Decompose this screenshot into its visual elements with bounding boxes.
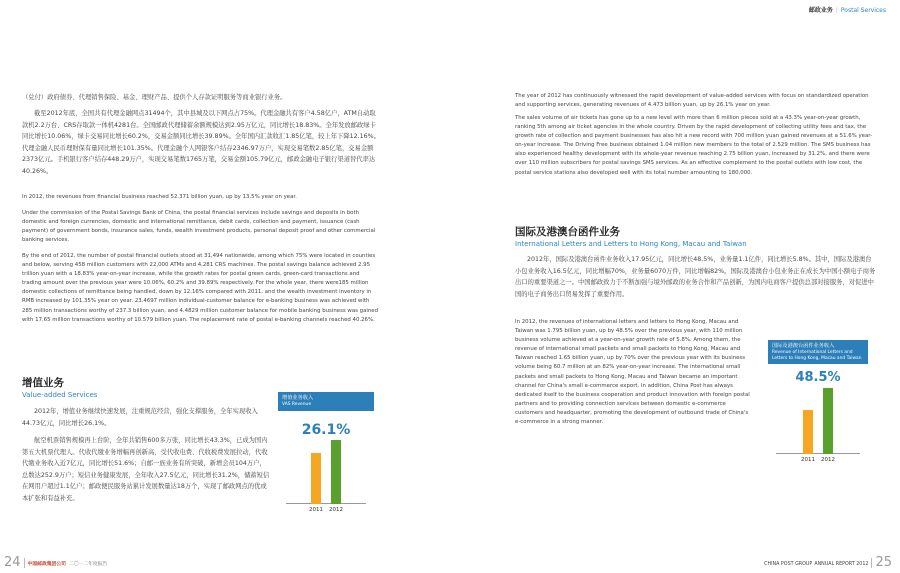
vas-chart-title-en: VAS Revenue (282, 402, 312, 407)
right-footer (764, 556, 892, 569)
right-page (450, 0, 900, 573)
intl-title-en: International Letters and Letters to Hong Kong, Macau and Taiwan (515, 240, 747, 248)
vas-cn-paragraph-2: 航空机票销售规模再上台阶，全年共销售600多万张，同比增长43.3%，已成为国内第五大机票代理人。代收代缴业务增幅再创新高，受代收电费、代收税费发展拉动，代收代缴业务收入近7亿元，同比增长51.6%；自邮一族业务有所突破，新增会员104万户，总数达252.9万户；短信业务健康发展，全年收入27.5亿元，同比增长31.2%，储蓄短信在网用户超过1.1亿户；邮政便民服务站累计发展数量达18万个，实现了邮政网点的优或本扩张和有益补充。 (22, 437, 270, 502)
vas-revenue-chart (278, 392, 374, 526)
right-footer-divider (871, 558, 872, 568)
intl-chart-x-axis (776, 453, 860, 454)
vas-en-paragraph-1: The year of 2012 has continuously witnessed the rapid development of value-added services with focus on standardized operation and supporting services, generating revenues of 4.473 billion yuan, up by 26.1% year on year. (515, 93, 869, 109)
intl-chart-plot (768, 388, 868, 464)
left-footer-divider (24, 558, 25, 568)
vas-chart-caption (278, 392, 374, 411)
right-footer-report: ANNUAL REPORT 2012 (814, 562, 869, 567)
right-footer-org: CHINA POST GROUP (764, 562, 813, 567)
left-footer-report: 二〇一二年度报告 (68, 562, 108, 567)
vas-chart-title-cn: 增值业务收入 (282, 395, 314, 401)
vas-chart-x-axis (286, 503, 366, 504)
chart-bar-2011 (803, 410, 813, 454)
vas-cn-paragraph-1: 2012年，增值业务继续快速发展，注重规范经营，强化支撑服务，全年实现收入44.73亿元，同比增长26.1%。 (22, 408, 258, 427)
vas-title-en: Value-added Services (22, 391, 98, 399)
finance-en-paragraph-3: By the end of 2012, the number of postal financial outlets stood at 31,494 nationwide, among which 75% were located in counties and below, serving 458 million customers with 22,000 ATMs and 4,281 CRS machines. The postal savings balance achieved 2.95 trillion yuan with a 18.83% year-on-year increase, while the growth rates for postal green cards, green-card transactions and trading amount over the previous year were 10.06%, 60.2% and 39.89% respectively. For the whole year, there were185 million domestic collections of remittance being handled, down by 12.16% compared with 2011, and the wealth investment inventory in RMB increased by 101.35% year on year. 23.4697 million individual-customer balance for e-banking business was achieved with 285 million transactions worthy of 237.3 billion yuan, and 4.4829 million customer balance for mobile banking business was gained with 17.65 million transactions worthy of 10.579 billion yuan. The replacement rate of postal e-banking channels reached 40.26%. (22, 253, 379, 323)
intl-chart-title-en: Revenue of International Letters and Letters to Hong Kong, Macau and Taiwan (772, 350, 862, 361)
left-footer (4, 556, 107, 569)
vas-title-cn: 增值业务 (22, 377, 64, 389)
header-section-en: Postal Services (840, 7, 886, 14)
right-page-number: 25 (875, 555, 892, 570)
intl-cn-paragraph-1: 2012年，国际及港澳台函件业务收入17.95亿元，同比增长48.5%，业务量1.1亿件，同比增长5.8%。其中，国际及港澳台小包业务收入16.5亿元，同比增幅70%，业务量6070万件，同比增幅82%。国际及港澳台小包业务正在成长为中国小额电子商务出口的重要渠道之一。中国邮政致力于不断加强与境外邮政的业务合作和产品创新，为国内电商客户提供总部对接服务，对促进中国的电子商务出口贸易发挥了重要作用。 (515, 256, 876, 298)
page-header (809, 5, 886, 14)
header-divider: | (835, 7, 838, 14)
header-section-cn: 邮政业务 (808, 7, 833, 14)
left-footer-org: 中国邮政集团公司 (27, 562, 66, 567)
finance-en-paragraph-1: In 2012, the revenues from financial business reached 52.371 billion yuan, up by 13.5% year on year. (22, 194, 297, 200)
chart-bar-2012 (823, 388, 833, 454)
intl-title-cn: 国际及港澳台函件业务 (515, 226, 620, 238)
finance-cn-paragraph-2: 截至2012年底，全国共有代理金融网点31494个，其中县城及以下网点占75%。代理金融共有客户4.58亿户，ATM自动取款机2.2万台、CRS存取款一体机4281台。全国邮政代理储蓄余额规模达到2.95万亿元，同比增长18.83%。全年发放邮政绿卡同比增长10.06%，绿卡交易同比增长60.2%，交易金额同比增长39.89%。全年国内汇款收汇1.85亿笔，较上年下降12.16%。代理金融人民币理财保有量同比增长101.35%。代理金融个人网银客户结存2346.97万户，实现交易笔数2.85亿笔，交易金额2373亿元。手机银行客户结存448.29万户，实现交易笔数1765万笔，交易金额105.79亿元，邮政金融电子银行渠道替代率达40.26%。 (22, 110, 380, 175)
intl-chart-title-cn: 国际及港澳台函件业务收入 (772, 343, 835, 349)
chart-x-label-2012: 2012 (329, 507, 343, 513)
left-page-number: 24 (4, 555, 21, 570)
finance-cn-paragraph-1: （兑付）政府债券、代理销售保险、基金、理财产品、提供个人存款证明服务等商业银行业务。 (22, 94, 287, 101)
chart-bar-2011 (311, 453, 321, 504)
chart-x-label-2011: 2011 (309, 507, 323, 513)
intl-revenue-chart (768, 340, 868, 476)
chart-bar-2012 (331, 440, 341, 504)
vas-heading (22, 377, 222, 400)
vas-en-paragraph-2: The sales volume of air tickets has gone up to a new level with more than 6 million pieces sold at a 43.3% year-on-year growth, ranking 5th among air ticket agencies in the whole country. Driven by the rapid development of collecting utility fees and tax, the growth rate of collection and payment businesses has also hit a new record with 700 million yuan gained revenues at a 51.6% year-on-year increase. The Driving Free business obtained 1.04 million new members to the total of 2.529 million. The SMS business has also experienced healthy development with its whole-year revenue reaching 2.75 billion yuan, increased by 31.2%, and there were over 110 million subscribers for postal savings SMS services. As an effective complement to the postal outlets with low cost, the postal service stations also developed well with its total number amounting to 180,000. (515, 115, 873, 176)
vas-chart-growth-label: 26.1% (301, 422, 351, 438)
chart-x-label-2012: 2012 (821, 457, 835, 463)
intl-chart-caption (768, 340, 868, 364)
finance-en-paragraph-2: Under the commission of the Postal Savings Bank of China, the postal financial services include savings and deposits in both domestic and foreign currencies, domestic and international remittance, debit cards, collection and payment, issuance (cash payment) of government bonds, insurance sales, funds, wealth investment products, personal deposit proof and other commercial banking services. (22, 210, 376, 244)
intl-chart-growth-label: 48.5% (795, 370, 841, 385)
chart-x-label-2011: 2011 (801, 457, 815, 463)
vas-chart-plot (278, 440, 374, 514)
intl-en-paragraph-1: In 2012, the revenues of international letters and letters to Hong Kong, Macau and Taiwan was 1.795 billion yuan, up by 48.5% over the previous year, with 110 million business volume achieved at a year-on-year growth rate of 5.8%. Among them, the revenue of international small packets and small packets to Hong Kong, Macau and Taiwan reached 1.65 billion yuan, up by 70% over the previous year with its business volume being 60.7 million at an 82% year-on-year increase. The international small packets and small packets to Hong Kong, Macau and Taiwan became an important channel for China's small e-commerce export. In addition, China Post has always dedicated itself to the business cooperation and product innovation with foreign postal partners and to providing connection services between domestic e-commerce customers and headquarter, promoting the development of outbound trade of China's e-commerce in a strong manner. (515, 319, 750, 426)
intl-heading (515, 226, 875, 249)
